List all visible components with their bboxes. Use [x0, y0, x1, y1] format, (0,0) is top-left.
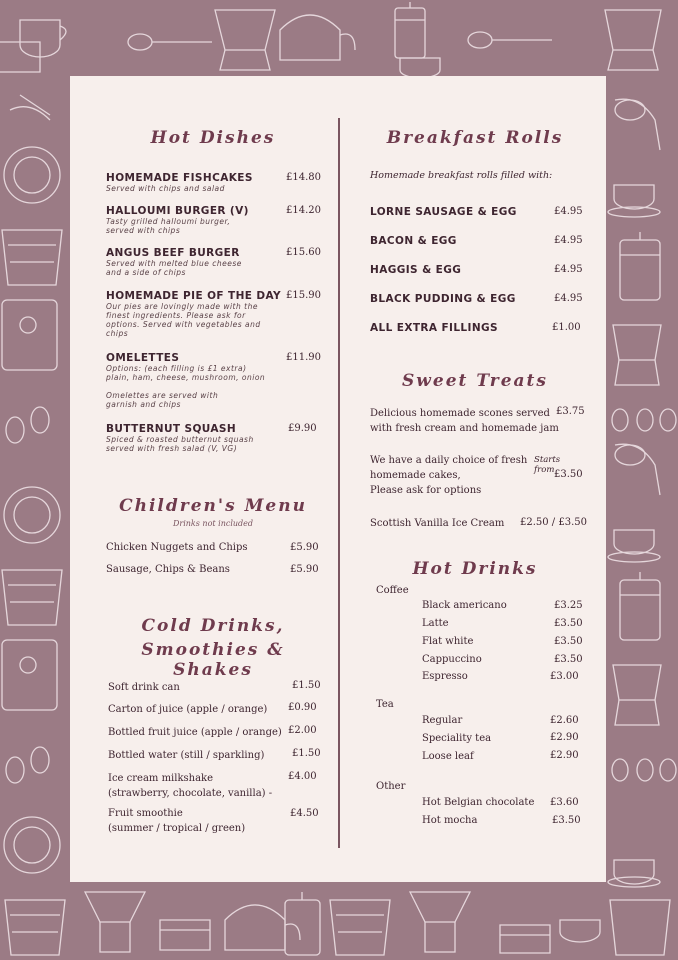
item-price: £3.50 — [554, 654, 583, 665]
item-name: Hot Belgian chocolate — [422, 797, 535, 808]
coffee-beans-icon — [6, 747, 49, 783]
moka-pot-icon — [613, 665, 661, 725]
item-name: HOMEMADE FISHCAKES — [106, 172, 253, 184]
item-price: £4.95 — [554, 235, 583, 246]
kettle-icon — [280, 15, 355, 60]
item-description: Our pies are lovingly made with the finest ingredients. Please ask for options. Served with vegetables and chips — [106, 302, 261, 338]
item-price: £2.90 — [550, 750, 579, 761]
basket-icon — [330, 900, 390, 955]
item-price: £14.80 — [286, 172, 321, 183]
sweet-treats-heading: Sweet Treats — [402, 371, 548, 391]
item-price: £3.60 — [550, 797, 579, 808]
cake-icon — [160, 920, 210, 950]
menu-item — [106, 172, 320, 193]
item-name: Soft drink can — [108, 682, 180, 693]
pour-over-icon — [85, 892, 145, 952]
item-price: £5.90 — [290, 564, 319, 575]
item-price: £15.90 — [286, 290, 321, 301]
item-name: HOMEMADE PIE OF THE DAY — [106, 290, 282, 302]
basket-icon — [610, 900, 670, 955]
moka-pot-icon — [605, 10, 661, 70]
category-label: Tea — [376, 699, 394, 710]
french-press-icon — [395, 2, 425, 58]
item-name: Scottish Vanilla Ice Cream — [370, 518, 505, 529]
item-price: £3.00 — [550, 671, 579, 682]
item-description: Spiced & roasted butternut squash served with fresh salad (V, VG) — [106, 435, 254, 453]
cup-icon — [560, 920, 600, 942]
menu-item — [106, 290, 320, 338]
cold-drinks-heading: Cold Drinks, — [141, 616, 285, 636]
spoon-icon — [128, 34, 212, 50]
item-description: Options: (each filling is £1 extra) plain, ham, cheese, mushroom, onion Omelettes are served with garnish and chips — [106, 364, 266, 409]
espresso-machine-icon — [2, 640, 57, 710]
gooseneck-kettle-icon — [615, 444, 660, 495]
item-price: £2.50 / £3.50 — [520, 517, 587, 528]
item-price: £1.00 — [552, 322, 581, 333]
item-name: BACON & EGG — [370, 235, 457, 247]
hot-drinks-heading: Hot Drinks — [412, 559, 538, 579]
item-name: Flat white — [422, 636, 474, 647]
item-name: HAGGIS & EGG — [370, 264, 462, 276]
item-name: Loose leaf — [422, 751, 474, 762]
cake-icon — [500, 925, 550, 953]
item-name: HALLOUMI BURGER (V) — [106, 205, 249, 217]
moka-pot-icon — [215, 10, 275, 70]
price-prefix: Starts from — [534, 455, 561, 475]
item-price: £3.50 — [554, 636, 583, 647]
category-label: Coffee — [376, 585, 409, 596]
pour-over-icon — [410, 892, 470, 952]
item-name: Fruit smoothie (summer / tropical / green) — [108, 808, 246, 834]
coffee-cup-icon — [20, 20, 66, 57]
category-label: Other — [376, 781, 406, 792]
item-price: £3.50 — [554, 469, 583, 480]
breakfast-rolls-heading: Breakfast Rolls — [386, 128, 564, 148]
item-name: Sausage, Chips & Beans — [106, 564, 230, 575]
item-price: £4.95 — [554, 264, 583, 275]
item-price: £1.50 — [292, 748, 321, 759]
item-price: £2.00 — [288, 725, 317, 736]
item-price: £4.95 — [554, 293, 583, 304]
item-name: Hot mocha — [422, 815, 478, 826]
cup-icon — [400, 58, 440, 78]
french-press-icon — [620, 232, 660, 300]
item-name: Bottled water (still / sparkling) — [108, 750, 265, 761]
item-price: £3.75 — [556, 406, 585, 417]
item-price: £4.50 — [290, 808, 319, 819]
childrens-menu-heading: Children's Menu — [119, 496, 307, 516]
french-press-icon — [620, 572, 660, 640]
item-price: £4.95 — [554, 206, 583, 217]
cold-drinks-heading-line2: Smoothies & Shakes — [141, 640, 285, 680]
menu-card — [70, 76, 606, 882]
item-description: Served with chips and salad — [106, 184, 225, 193]
item-name: Speciality tea — [422, 733, 492, 744]
menu-item — [106, 423, 320, 453]
basket-icon — [5, 900, 65, 955]
item-name: Regular — [422, 715, 463, 726]
item-price: £4.00 — [288, 771, 317, 782]
basket-icon — [2, 570, 62, 625]
item-name: Espresso — [422, 671, 468, 682]
item-price: £11.90 — [286, 352, 321, 363]
item-name: Delicious homemade scones served with fresh cream and homemade jam — [370, 408, 559, 434]
coffee-beans-icon — [612, 759, 676, 781]
column-divider — [338, 118, 340, 848]
item-name: OMELETTES — [106, 352, 180, 364]
item-name: BUTTERNUT SQUASH — [106, 423, 237, 435]
hot-dishes-heading: Hot Dishes — [150, 128, 276, 148]
item-price: £0.90 — [288, 702, 317, 713]
moka-pot-icon — [613, 325, 661, 385]
item-name: Latte — [422, 618, 449, 629]
item-name: ALL EXTRA FILLINGS — [370, 322, 498, 334]
item-name: Carton of juice (apple / orange) — [108, 704, 268, 715]
item-name: Black americano — [422, 600, 507, 611]
basket-icon — [2, 230, 62, 285]
item-price: £5.90 — [290, 542, 319, 553]
item-name: Chicken Nuggets and Chips — [106, 542, 248, 553]
espresso-machine-icon — [2, 300, 57, 370]
item-name: LORNE SAUSAGE & EGG — [370, 206, 517, 218]
item-price: £2.90 — [550, 732, 579, 743]
menu-item — [106, 352, 320, 409]
item-name: Ice cream milkshake (strawberry, chocolate, vanilla) - — [108, 773, 273, 799]
item-price: £2.60 — [550, 715, 579, 726]
item-description: Tasty grilled halloumi burger, served with chips — [106, 217, 231, 235]
kettle-icon — [225, 905, 300, 950]
item-price: £3.50 — [552, 815, 581, 826]
item-price: £3.50 — [554, 618, 583, 629]
coffee-cup-icon — [608, 860, 660, 887]
coffee-cup-icon — [4, 817, 60, 873]
menu-item — [106, 247, 320, 277]
coffee-beans-icon — [612, 409, 676, 431]
item-price: £9.90 — [288, 423, 317, 434]
breakfast-intro: Homemade breakfast rolls filled with: — [370, 170, 553, 181]
item-name: BLACK PUDDING & EGG — [370, 293, 516, 305]
coffee-cup-icon — [608, 530, 660, 562]
coffee-cup-icon — [4, 147, 60, 203]
item-price: £3.25 — [554, 600, 583, 611]
item-price: £15.60 — [286, 247, 321, 258]
item-name: ANGUS BEEF BURGER — [106, 247, 240, 259]
item-price: £1.50 — [292, 680, 321, 691]
menu-item — [106, 205, 320, 235]
drinks-note: Drinks not included — [172, 519, 254, 528]
scoop-icon — [468, 32, 552, 48]
item-name: Cappuccino — [422, 654, 482, 665]
coffee-beans-icon — [6, 407, 49, 443]
item-name: We have a daily choice of fresh homemade cakes, Please ask for options — [370, 455, 528, 496]
coffee-cup-icon — [608, 185, 660, 217]
item-name: Bottled fruit juice (apple / orange) — [108, 727, 282, 738]
item-price: £14.20 — [286, 205, 321, 216]
gooseneck-kettle-icon — [615, 99, 660, 150]
coffee-cup-icon — [4, 487, 60, 543]
item-description: Served with melted blue cheese and a side of chips — [106, 259, 242, 277]
